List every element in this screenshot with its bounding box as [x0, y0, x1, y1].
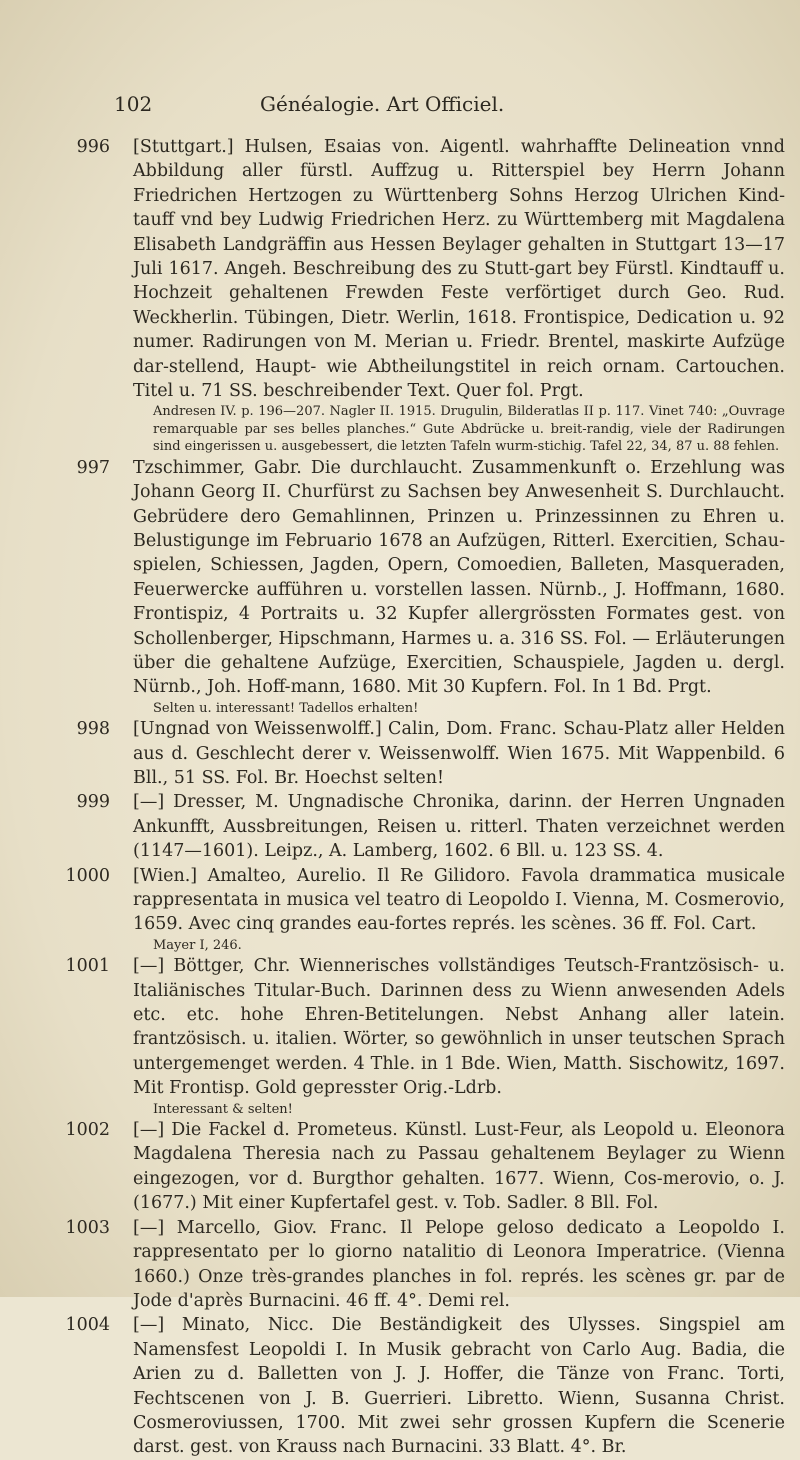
entry-text: Tzschimmer, Gabr. Die durchlaucht. Zusammenkunft o. Erzehlung was Johann Georg II. Churfürst zu Sachsen bey Anwesenheit S. Durchlaucht. Gebrüdere dero Gemahlinnen, Prinzen u. Prinzessinnen zu Ehren u. Belustigunge im Februario 1678 an Aufzügen, Ritterl. Exercitien, Schau-spielen, Schiessen, Jagden, Opern, Comoedien, Balleten, Masqueraden, Feuerwercke aufführen u. vorstellen lassen. Nürnb., J. Hoffmann, 1680. Frontispiz, 4 Portraits u. 32 Kupfer allergrössten Formates gest. von Schollenberger, Hipschmann, Harmes u. a. 316 SS. Fol. — Erläuterungen über die gehaltene Aufzüge, Exercitien, Schauspiele, Jagden u. dergl. Nürnb., Joh. Hoff-mann, 1680. Mit 30 Kupfern. Fol. In 1 Bd. Prgt. [133, 457, 785, 698]
entry-note: Interessant & selten! [153, 1101, 293, 1117]
entry-number: 1004 [65, 1315, 110, 1336]
entry-number: 1001 [65, 956, 110, 977]
entry-text: [Stuttgart.] Hulsen, Esaias von. Aigentl. wahrhaffte Delineation vnnd Abbildung aller fürstl. Auffzug u. Ritterspiel bey Herrn Johann Friedrichen Hertzogen zu Württenberg Sohns Herzog Ulrichen Kind-tauff vnd bey Ludwig Friedrichen Herz. zu Württemberg mit Magdalena Elisabeth Landgräffin aus Hessen Beylager gehalten in Stuttgart 13—17 Juli 1617. Angeh. Beschreibung des zu Stutt-gart bey Fürstl. Kindtauff u. Hochzeit gehaltenen Frewden Feste verförtiget durch Geo. Rud. Weckherlin. Tübingen, Dietr. Werlin, 1618. Frontispice, Dedication u. 92 numer. Radirungen von M. Merian u. Friedr. Brentel, maskirte Aufzüge dar-stellend, Haupt- wie Abtheilungstitel in reich ornam. Cartouchen. Titel u. 71 SS. beschreibender Text. Quer fol. Prgt. [133, 137, 785, 402]
catalogue-entry [40, 954, 785, 1118]
page-number: 102 [114, 92, 153, 116]
entry-text: [Ungnad von Weissenwolff.] Calin, Dom. Franc. Schau-Platz aller Helden aus d. Geschlecht derer v. Weissenwolff. Wien 1675. Mit Wappenbild. 6 Bll., 51 SS. Fol. Br. Hoechst selten! [133, 719, 785, 788]
catalogue-entry [40, 456, 785, 717]
catalogue-entry [40, 1118, 785, 1216]
entry-number: 998 [76, 719, 110, 740]
catalogue-entry [40, 1313, 785, 1459]
entry-note: Mayer I, 246. [153, 937, 242, 953]
catalogue-entry [40, 790, 785, 863]
entry-text: [—] Die Fackel d. Prometeus. Künstl. Lust-Feur, als Leopold u. Eleonora Magdalena Theresia nach zu Passau gehaltenem Beylager zu Wienn eingezogen, vor d. Burgthor gehalten. 1677. Wienn, Cos-merovio, o. J. (1677.) Mit einer Kupfertafel gest. v. Tob. Sadler. 8 Bll. Fol. [133, 1120, 785, 1214]
catalogue-entries [40, 135, 785, 1460]
entry-note: Andresen IV. p. 196—207. Nagler II. 1915. Drugulin, Bilderatlas II p. 117. Vinet 740: „Ouvrage remarquable par ses belles planches.“ Gute Abdrücke u. breit-randig, viele der Radirungen sind eingerissen u. ausgebessert, die letzten Tafeln wurm-stichig. Tafel 22, 34, 87 u. 88 fehlen. [153, 404, 785, 455]
entry-number: 997 [76, 457, 110, 478]
entry-number: 1002 [65, 1120, 110, 1141]
entry-number: 1003 [65, 1217, 110, 1238]
entry-text: [—] Minato, Nicc. Die Beständigkeit des Ulysses. Singspiel am Namensfest Leopoldi I. In Musik gebracht von Carlo Aug. Badia, die Arien zu d. Balletten von J. J. Hoffer, die Tänze von Franc. Torti, Fechtscenen von J. B. Guerrieri. Libretto. Wienn, Susanna Christ. Cosmeroviussen, 1700. Mit zwei sehr grossen Kupfern die Scenerie darst. gest. von Krauss nach Burnacini. 33 Blatt. 4°. Br. [133, 1315, 785, 1458]
entry-number: 996 [76, 137, 110, 157]
entry-text: [—] Böttger, Chr. Wiennerisches vollständiges Teutsch-Frantzösisch- u. Italiänisches Titular-Buch. Darinnen dess zu Wienn anwesenden Adels etc. etc. hohe Ehren-Betitelungen. Nebst Anhang aller latein. frantzösisch. u. italien. Wörter, so gewöhnlich in unser teutschen Sprach untergemenget werden. 4 Thle. in 1 Bde. Wien, Matth. Sischowitz, 1697. Mit Frontisp. Gold gepresster Orig.-Ldrb. [133, 956, 785, 1099]
entry-note: Selten u. interessant! Tadellos erhalten! [153, 700, 419, 716]
entry-text: [—] Marcello, Giov. Franc. Il Pelope geloso dedicato a Leopoldo I. rappresentato per lo giorno natalitio di Leonora Imperatrice. (Vienna 1660.) Onze très-grandes planches in fol. représ. les scènes gr. par de Jode d'après Burnacini. 46 ff. 4°. Demi rel. [133, 1217, 785, 1311]
catalogue-entry [40, 717, 785, 790]
entry-number: 999 [76, 792, 110, 813]
entry-text: [—] Dresser, M. Ungnadische Chronika, darinn. der Herren Ungnaden Ankunfft, Aussbreitungen, Reisen u. ritterl. Thaten verzeichnet werden (1147—1601). Leipz., A. Lamberg, 1602. 6 Bll. u. 123 SS. 4. [133, 792, 785, 862]
entry-number: 1000 [65, 865, 110, 886]
catalogue-entry [40, 1216, 785, 1314]
entry-text: [Wien.] Amalteo, Aurelio. Il Re Gilidoro. Favola drammatica musicale rappresentata in musica vel teatro di Leopoldo I. Vienna, M. Cosmerovio, 1659. Avec cinq grandes eau-fortes représ. les scènes. 36 ff. Fol. Cart. [133, 865, 785, 935]
catalogue-entry [40, 135, 785, 456]
catalogue-entry [40, 864, 785, 955]
section-title: Généalogie. Art Officiel. [260, 92, 505, 116]
